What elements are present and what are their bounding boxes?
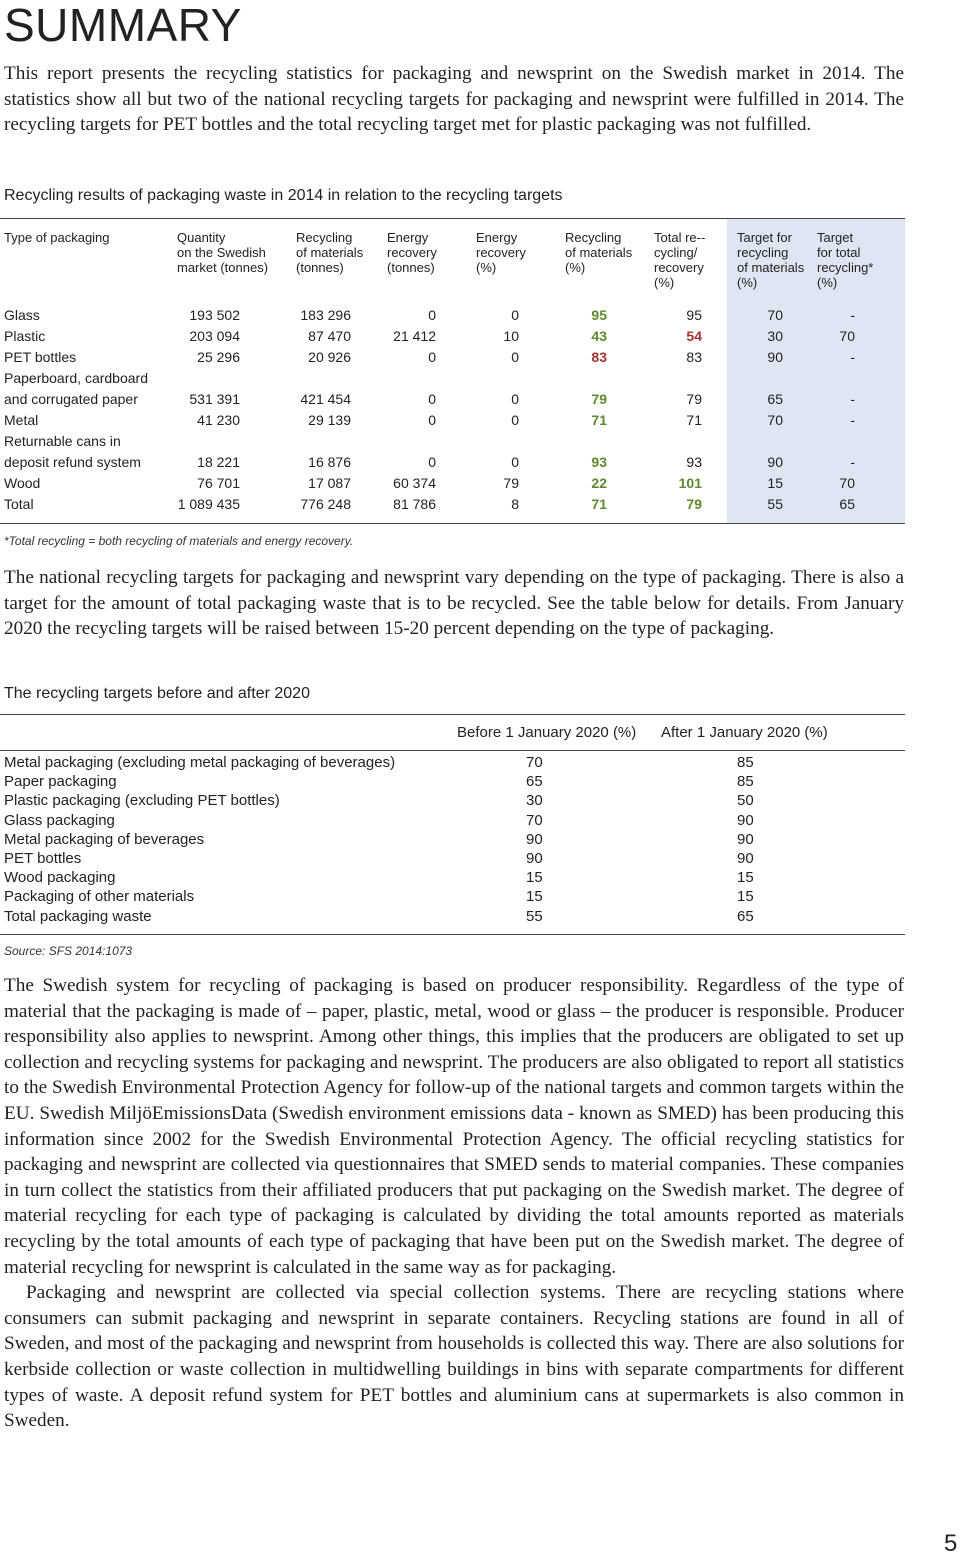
table-row [0,869,905,888]
energy-pct-cell: 8 [511,496,519,512]
target-after-cell: 90 [737,830,754,848]
header-line: Quantity [177,230,226,245]
targets-text: The national recycling targets for packaging and newsprint vary depending on the type of packaging. There is also a target for the amount of total packaging waste that is to be recycled. See the table below for details. From January 2020 the recycling targets will be raised between 15-20 percent depending on the type of packaging. [4,567,904,640]
recycling-pct-cell: 93 [591,454,607,470]
energy-pct-cell: 0 [511,454,519,470]
quantity-cell: 193 502 [189,307,240,323]
energy-pct-cell: 79 [503,475,519,491]
table-row [0,391,905,412]
header-line: Total re-- [654,230,706,245]
target-after-cell: 85 [737,773,754,791]
table-row [0,850,905,869]
packaging-type-cell: Glass packaging [4,811,115,829]
total-pct-cell: 95 [686,307,702,323]
quantity-cell: 25 296 [197,349,240,365]
target-after-cell: 90 [737,850,754,867]
header-quantity [177,230,268,275]
target-materials-cell: 65 [767,391,783,407]
energy-pct-cell: 0 [511,307,519,323]
target-after-cell: 15 [737,888,754,906]
header-line: of materials [565,245,633,260]
table2-caption: The recycling targets before and after 2020 [4,685,310,702]
header-after-2020: After 1 January 2020 (%) [661,724,828,741]
target-before-cell: 55 [526,907,543,925]
header-line: recycling [737,245,789,260]
quantity-cell: 76 701 [197,475,240,491]
header-line: cycling/ [654,245,698,260]
table-row [0,433,905,454]
target-before-cell: 70 [526,754,543,771]
total-pct-cell: 79 [686,496,702,512]
table-row [0,792,905,811]
packaging-type-cell: Metal packaging (excluding metal packaging of beverages) [4,754,396,771]
recycling-tonnes-cell: 17 087 [308,475,351,491]
header-line: market (tonnes) [177,260,269,275]
table1-caption: Recycling results of packaging waste in 2014 in relation to the recycling targets [4,187,563,204]
packaging-type-cell: Plastic packaging (excluding PET bottles) [4,792,280,810]
header-energy-pct [476,230,526,275]
header-type [4,230,110,245]
page-title: SUMMARY [4,0,242,51]
target-after-cell: 15 [737,869,754,887]
recycling-pct-cell: 22 [591,475,607,491]
target-materials-cell: 70 [767,307,783,323]
recycling-tonnes-cell: 87 470 [308,328,351,344]
target-before-cell: 70 [526,811,543,829]
target-materials-cell: 70 [767,412,783,428]
targets-paragraph [4,565,904,642]
header-line: (tonnes) [296,260,344,275]
header-before-2020: Before 1 January 2020 (%) [457,724,637,741]
target-after-cell: 85 [737,754,754,771]
table-row [0,370,905,391]
quantity-cell: 1 089 435 [177,496,240,512]
total-pct-cell: 71 [686,412,702,428]
target-total-cell: - [850,391,855,407]
target-before-cell: 90 [526,830,543,848]
packaging-type-cell: PET bottles [4,349,77,365]
table-row [0,831,905,850]
packaging-type-cell: Plastic [4,328,46,344]
header-line: on the Swedish [177,245,266,260]
target-materials-cell: 90 [767,349,783,365]
intro-paragraph [4,61,904,138]
header-line: recycling* [817,260,874,275]
packaging-type-cell: deposit refund system [4,454,141,470]
target-before-cell: 90 [526,850,543,867]
table1-footnote: *Total recycling = both recycling of materials and energy recovery. [4,534,354,548]
table2-top-rule [0,714,905,715]
packaging-type-cell: Wood [4,475,41,491]
table-row [0,349,905,370]
energy-tonnes-cell: 0 [428,412,436,428]
target-materials-cell: 30 [767,328,783,344]
table-row [0,412,905,433]
quantity-cell: 41 230 [197,412,240,428]
target-total-cell: 70 [839,328,855,344]
energy-tonnes-cell: 0 [428,349,436,365]
header-line: (%) [654,275,675,290]
header-line: for total [817,245,861,260]
packaging-type-cell: Total packaging waste [4,907,152,925]
recycling-tonnes-cell: 29 139 [308,412,351,428]
header-target-materials [737,230,804,290]
packaging-type-cell: and corrugated paper [4,391,138,407]
packaging-type-cell: Metal [4,412,39,428]
table-row [0,888,905,907]
recycling-pct-cell: 71 [591,496,607,512]
header-recycling-pct [565,230,632,275]
target-total-cell: - [850,412,855,428]
header-total-pct [654,230,705,290]
table2-bottom-rule [0,934,905,935]
energy-tonnes-cell: 60 374 [393,475,436,491]
quantity-cell: 531 391 [189,391,240,407]
target-materials-cell: 55 [767,496,783,512]
packaging-type-cell: Paperboard, cardboard [4,370,148,386]
energy-tonnes-cell: 0 [428,391,436,407]
producer-responsibility-text: The Swedish system for recycling of packaging is based on producer responsibility. Regardless of the type of material that the packaging is made of – paper, plastic, metal, wood or glass – the producer is responsible. Producer responsibility also applies to newsprint. Among other things, this implies that the producers are obligated to set up collection and recycling systems for packaging and newsprint. The producers are also obligated to report all statistics to the Swedish Environmental Protection Agency for follow-up of the national targets and common targets within the EU. Swedish MiljöEmissionsData (Swedish environment emissions data - known as SMED) has been producing this information since 2002 for the Swedish Environmental Protection Agency. The official recycling statistics for packaging and newsprint are collected via questionnaires that SMED sends to material companies. These companies in turn collect the statistics from their affiliated producers that put packaging on the Swedish market. The degree of material recycling for each type of packaging is calculated by dividing the total amounts reported as materials recycling by the total amounts of each type of packaging that have been put on the Swedish market. The degree of material recycling for newsprint is calculated in the same way as for packaging. [4,975,904,1278]
packaging-type-cell: Wood packaging [4,869,116,887]
recycling-pct-cell: 83 [591,349,607,365]
target-total-cell: - [850,454,855,470]
producer-responsibility-paragraph [4,973,904,1434]
target-after-cell: 50 [737,792,754,810]
table-row [0,754,905,773]
header-target-total [817,230,873,290]
target-total-cell: 70 [839,475,855,491]
recycling-targets-table [0,714,905,936]
energy-pct-cell: 0 [511,349,519,365]
quantity-cell: 203 094 [189,328,240,344]
target-total-cell: - [850,307,855,323]
table2-header-rule [0,750,905,751]
energy-tonnes-cell: 0 [428,454,436,470]
target-materials-cell: 90 [767,454,783,470]
table-row [0,328,905,349]
table-row [0,307,905,328]
recycling-results-table [0,218,905,524]
quantity-cell: 18 221 [197,454,240,470]
header-line: recovery [476,245,526,260]
header-line: Recycling [296,230,353,245]
header-line: Target for [737,230,792,245]
table-row [0,475,905,496]
packaging-type-cell: Returnable cans in [4,433,121,449]
table-row [0,773,905,792]
table1-top-rule [0,218,905,219]
target-before-cell: 15 [526,869,543,887]
packaging-type-cell: Packaging of other materials [4,888,195,906]
packaging-type-cell: Glass [4,307,40,323]
total-pct-cell: 93 [686,454,702,470]
page-number: 5 [944,1530,958,1557]
total-pct-cell: 83 [686,349,702,365]
recycling-tonnes-cell: 776 248 [300,496,351,512]
table-row [0,812,905,831]
total-pct-cell: 101 [678,475,702,491]
header-line: (%) [476,260,497,275]
table-row [0,454,905,475]
header-line: (%) [737,275,758,290]
target-after-cell: 65 [737,907,754,925]
recycling-pct-cell: 95 [591,307,607,323]
recycling-pct-cell: 71 [591,412,607,428]
recycling-tonnes-cell: 20 926 [308,349,351,365]
table-row [0,496,905,517]
header-line: (%) [565,260,586,275]
header-line: Energy [476,230,518,245]
recycling-pct-cell: 79 [591,391,607,407]
target-materials-cell: 15 [767,475,783,491]
energy-pct-cell: 10 [503,328,519,344]
header-line: recovery [654,260,704,275]
header-line: recovery [387,245,437,260]
packaging-type-cell: Total [4,496,34,512]
recycling-pct-cell: 43 [591,328,607,344]
header-line: Energy [387,230,429,245]
table2-source: Source: SFS 2014:1073 [4,944,133,958]
header-recycling-tonnes [296,230,363,275]
target-before-cell: 65 [526,773,543,791]
header-line: (%) [817,275,838,290]
total-pct-cell: 79 [686,391,702,407]
target-total-cell: 65 [839,496,855,512]
packaging-type-cell: PET bottles [4,850,82,867]
header-line: of materials [296,245,364,260]
intro-text: This report presents the recycling statistics for packaging and newsprint on the Swedish market in 2014. The statistics show all but two of the national recycling targets for packaging and newsprint were fulfilled in 2014. The recycling targets for PET bottles and the total recycling target met for plastic packaging was not fulfilled. [4,63,904,136]
table-row [0,908,905,927]
target-after-cell: 90 [737,811,754,829]
header-line: Type of packaging [4,230,110,245]
header-line: of materials [737,260,805,275]
header-energy-tonnes [387,230,437,275]
collection-systems-text: Packaging and newsprint are collected via special collection systems. There are recycling stations where consumers can submit packaging and newsprint in separate containers. Recycling stations are found in all of Sweden, and most of the packaging and newsprint from households is collected this way. There are also solutions for kerbside collection or waste collection in multidwelling buildings in bins with separate compartments for different types of waste. A deposit refund system for PET bottles and aluminium cans at supermarkets is also common in Sweden. [4,1282,904,1432]
packaging-type-cell: Metal packaging of beverages [4,830,205,848]
energy-tonnes-cell: 21 412 [393,328,436,344]
recycling-tonnes-cell: 16 876 [308,454,351,470]
energy-tonnes-cell: 0 [428,307,436,323]
target-before-cell: 30 [526,792,543,810]
recycling-tonnes-cell: 421 454 [300,391,351,407]
header-line: Recycling [565,230,622,245]
header-line: (tonnes) [387,260,435,275]
recycling-tonnes-cell: 183 296 [300,307,351,323]
target-before-cell: 15 [526,888,543,906]
target-total-cell: - [850,349,855,365]
table1-bottom-rule [0,523,905,524]
packaging-type-cell: Paper packaging [4,773,117,791]
energy-tonnes-cell: 81 786 [393,496,436,512]
energy-pct-cell: 0 [511,391,519,407]
header-line: Target [817,230,854,245]
total-pct-cell: 54 [686,328,702,344]
energy-pct-cell: 0 [511,412,519,428]
